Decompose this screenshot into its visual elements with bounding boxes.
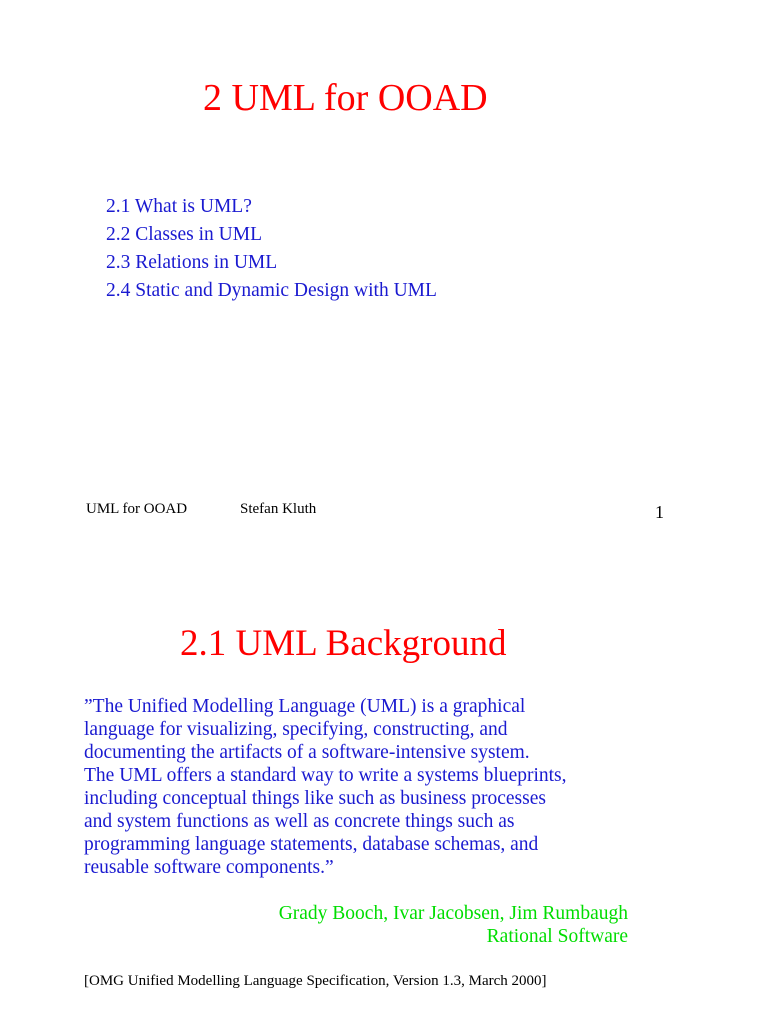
slide-title: 2 UML for OOAD <box>203 77 488 119</box>
specification-reference: [OMG Unified Modelling Language Specification, Version 1.3, March 2000] <box>84 973 547 989</box>
uml-definition-quote <box>84 695 567 879</box>
quote-organization: Rational Software <box>486 926 628 947</box>
toc-item: 2.3 Relations in UML <box>106 252 278 273</box>
quote-line: language for visualizing, specifying, constructing, and <box>84 719 508 740</box>
quote-line: programming language statements, database schemas, and <box>84 834 539 855</box>
quote-line: documenting the artifacts of a software-intensive system. <box>84 742 530 763</box>
toc-item: 2.2 Classes in UML <box>106 224 262 245</box>
page-number: 1 <box>655 502 664 522</box>
quote-authors: Grady Booch, Ivar Jacobsen, Jim Rumbaugh <box>278 903 628 924</box>
table-of-contents <box>106 193 437 305</box>
quote-line: The UML offers a standard way to write a systems blueprints, <box>84 765 567 786</box>
quote-line: reusable software components.” <box>84 857 334 878</box>
quote-line: and system functions as well as concrete things such as <box>84 811 515 832</box>
slide-title: 2.1 UML Background <box>180 623 507 664</box>
footer-author: Stefan Kluth <box>240 501 317 517</box>
slide-2 <box>0 512 768 1024</box>
footer-course: UML for OOAD <box>86 501 188 517</box>
quote-line: ”The Unified Modelling Language (UML) is a graphical <box>84 696 526 717</box>
toc-item: 2.1 What is UML? <box>106 196 252 217</box>
quote-line: including conceptual things like such as business processes <box>84 788 546 809</box>
toc-item: 2.4 Static and Dynamic Design with UML <box>106 280 437 301</box>
